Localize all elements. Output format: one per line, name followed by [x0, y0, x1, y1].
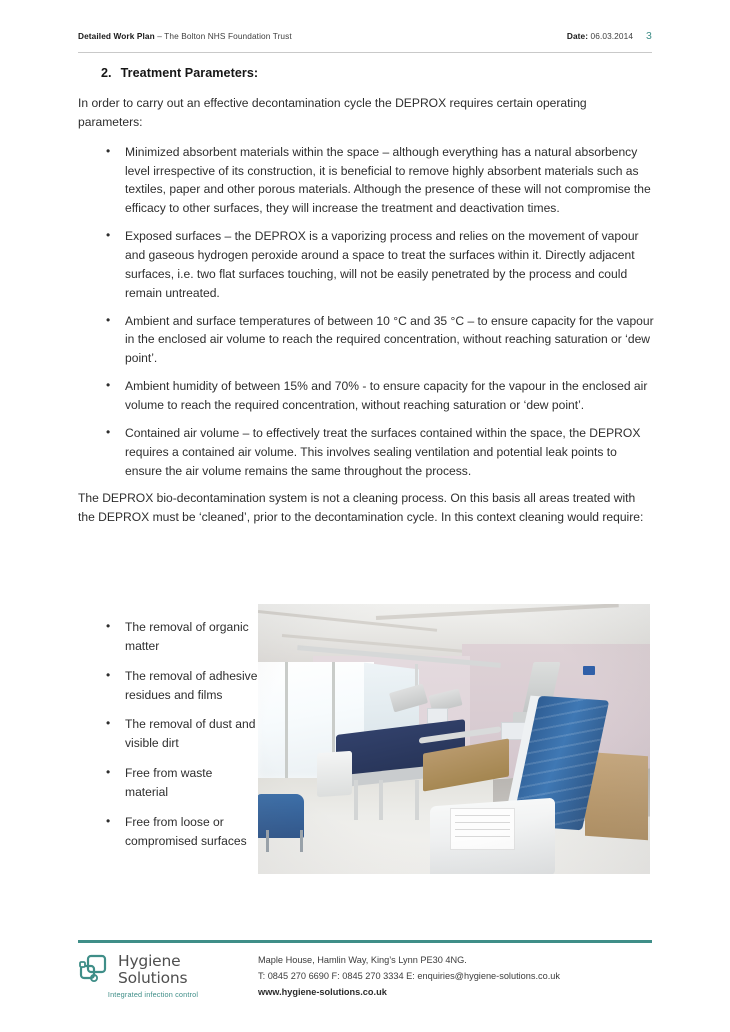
logo-wordmark: [118, 954, 187, 986]
header-meta: [567, 30, 652, 42]
list-item: • Contained air volume – to effectively treat the surfaces contained within the space, the DEPROX requires a contained air volume. This involves sealing ventilation and potential leak points to ensure the air volume remains the same throughout the process.: [78, 424, 654, 481]
cleaning-section: [78, 618, 654, 888]
footer-contact-details: [228, 952, 560, 1000]
list-item: • The removal of dust and visible dirt: [78, 715, 258, 753]
logo-word-hygiene: Hygiene: [118, 952, 181, 970]
footer-divider: [78, 940, 652, 943]
parameters-list: [78, 143, 654, 481]
logo-word-solutions: Solutions: [118, 968, 188, 987]
hospital-ward-photo: [258, 604, 650, 874]
header-title-strong: Detailed Work Plan: [78, 31, 155, 41]
header-divider: [78, 52, 652, 53]
section-heading-text: Treatment Parameters:: [120, 66, 259, 80]
list-item: • Ambient and surface temperatures of between 10 °C and 35 °C – to ensure capacity for the vapour in the enclosed air volume to reach the required concentration, without reaching saturation or ‘dew point’.: [78, 312, 654, 369]
list-item: • Free from waste material: [78, 764, 258, 802]
page-number: 3: [646, 30, 652, 42]
intro-paragraph: In order to carry out an effective decontamination cycle the DEPROX requires certain operating parameters:: [78, 96, 587, 129]
photo-vignette: [258, 604, 650, 874]
header-date: [567, 31, 633, 41]
logo-tagline: Integrated infection control: [107, 990, 199, 999]
list-item: • Free from loose or compromised surfaces: [78, 813, 258, 851]
section-heading: [78, 66, 654, 80]
header-date-value: 06.03.2014: [590, 31, 634, 41]
list-item: • Exposed surfaces – the DEPROX is a vaporizing process and relies on the movement of vapour and gaseous hydrogen peroxide around a space to treat the surfaces within it. Directly adjacent surfaces, i.e. two flat surfaces touching, will not be easily penetrated by the process and could remain untreated.: [78, 227, 654, 302]
list-item: • Minimized absorbent materials within the space – although everything has a natural absorbency level irrespective of its construction, it is beneficial to remove highly absorbent materials such as textiles, paper and other porous materials. Although the presence of these will not compromise the efficacy to other surfaces, they will increase the treatment and deactivation times.: [78, 143, 654, 218]
section-number: 2.: [101, 66, 112, 80]
company-logo: [78, 952, 228, 999]
list-item: • The removal of adhesive residues and films: [78, 667, 258, 705]
footer-website: www.hygiene-solutions.co.uk: [258, 986, 387, 997]
header-document-title: [78, 31, 292, 41]
closing-paragraph: The DEPROX bio-decontamination system is not a cleaning process. On this basis all areas treated with the DEPROX must be ‘cleaned’, prior to the decontamination cycle. In this context cleaning would require:: [78, 491, 644, 525]
footer-phone-email: T: 0845 270 6690 F: 0845 270 3334 E: enquiries@hygiene-solutions.co.uk: [258, 970, 561, 981]
list-item: • Ambient humidity of between 15% and 70% - to ensure capacity for the vapour in the enclosed air volume to reach the required concentration, without reaching saturation or ‘dew point’.: [78, 377, 654, 415]
hygiene-solutions-logo-icon: [78, 954, 112, 986]
cleaning-requirements-list: [78, 618, 258, 851]
header-date-label: Date:: [566, 31, 589, 41]
header-title-rest: – The Bolton NHS Foundation Trust: [154, 31, 292, 41]
footer-address: Maple House, Hamlin Way, King’s Lynn PE30 4NG.: [258, 955, 467, 965]
list-item: • The removal of organic matter: [78, 618, 258, 656]
photo-scene: [258, 604, 650, 874]
document-body: [78, 66, 654, 538]
page-footer: [78, 952, 652, 1000]
